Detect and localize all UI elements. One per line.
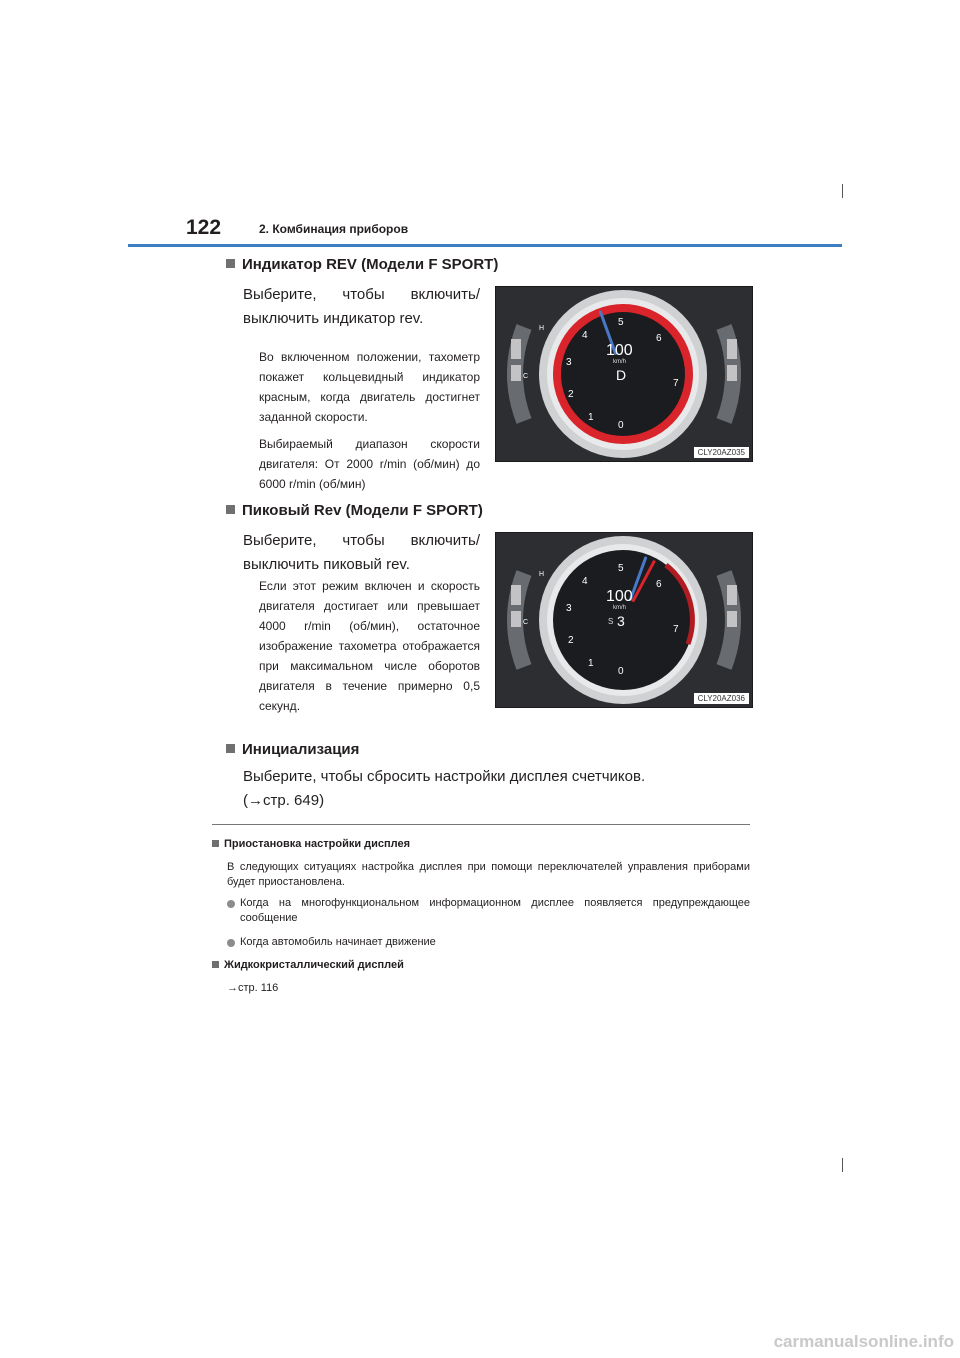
fuel-mark-empty: C bbox=[523, 373, 529, 380]
note-heading-lcd: Жидкокристаллический дисплей bbox=[212, 959, 404, 971]
header-rule bbox=[128, 244, 842, 247]
page-reference: (→стр. 649) bbox=[243, 792, 325, 809]
gauge-tick-2: 2 bbox=[568, 389, 574, 400]
gauge-tick-7: 7 bbox=[673, 624, 679, 635]
crop-mark-top bbox=[842, 184, 843, 198]
gauge-tick-3: 3 bbox=[566, 357, 572, 368]
gauge-tick-7: 7 bbox=[673, 378, 679, 389]
heading-square-icon bbox=[226, 259, 235, 268]
note-text: В следующих ситуациях настройка дисплея при помощи переключателей управления приборами будет приостановлена. bbox=[227, 861, 750, 888]
figure-code: CLY20AZ035 bbox=[694, 447, 749, 458]
gauge-tick-1: 1 bbox=[588, 658, 594, 669]
figure-code: CLY20AZ036 bbox=[694, 693, 749, 704]
bullet-dot-icon bbox=[227, 900, 235, 908]
gauge-tick-6: 6 bbox=[656, 333, 662, 344]
chapter-title: 2. Комбинация приборов bbox=[259, 222, 409, 236]
section-lead-initialization: Выберите, чтобы сбросить настройки дисплея счетчиков. bbox=[243, 768, 646, 785]
gauge-tick-5: 5 bbox=[618, 563, 624, 574]
note-reference: →стр. 116 bbox=[227, 982, 279, 994]
section-heading-initialization: Инициализация bbox=[226, 741, 359, 758]
section-heading-peak-rev: Пиковый Rev (Модели F SPORT) bbox=[226, 502, 483, 519]
fuel-mark-full: H bbox=[539, 325, 545, 332]
gauge-tick-0: 0 bbox=[618, 420, 624, 431]
gauge-tick-5: 5 bbox=[618, 317, 624, 328]
crop-mark-bottom bbox=[842, 1158, 843, 1172]
gauge-unit-label: km/h bbox=[613, 605, 627, 611]
figure-rev-indicator bbox=[495, 286, 753, 462]
section-paragraph: Если этот режим включен и скорость двигателя достигает или превышает 4000 r/min (об/мин), остаточное изображение тахометра отображается при максимальном числе оборотов двигателя в течение примерно 0,5 секунд. bbox=[259, 579, 480, 713]
gauge-gear-indicator: D bbox=[616, 367, 627, 383]
gauge-tick-3: 3 bbox=[566, 603, 572, 614]
watermark: carmanualsonline.info bbox=[773, 1332, 954, 1351]
fuel-mark-empty: C bbox=[523, 619, 529, 626]
gauge-tick-2: 2 bbox=[568, 635, 574, 646]
heading-square-icon bbox=[226, 505, 235, 514]
gauge-speed-readout: 100 bbox=[606, 342, 633, 359]
section-heading-rev-indicator: Индикатор REV (Модели F SPORT) bbox=[226, 256, 498, 273]
section-lead-peak-rev: Выберите, чтобы включить/ выключить пиковый rev. bbox=[243, 532, 480, 573]
gauge-tick-6: 6 bbox=[656, 579, 662, 590]
bullet-dot-icon bbox=[227, 939, 235, 947]
note-heading-suspension: Приостановка настройки дисплея bbox=[212, 838, 410, 850]
gauge-gear-indicator: 3 bbox=[617, 613, 625, 629]
gauge-gear-prefix: S bbox=[608, 617, 614, 626]
section-lead-rev-indicator: Выберите, чтобы включить/ выключить индикатор rev. bbox=[243, 286, 480, 327]
heading-square-icon bbox=[212, 840, 219, 847]
note-bullet: Когда на многофункциональном информационном дисплее появляется предупреждающее сообщение bbox=[240, 897, 750, 924]
section-paragraph: Выбираемый диапазон скорости двигателя: От 2000 r/min (об/мин) до 6000 r/min (об/мин) bbox=[259, 437, 480, 491]
figure-peak-rev bbox=[495, 532, 753, 708]
fuel-mark-full: H bbox=[539, 571, 545, 578]
section-paragraph: Во включенном положении, тахометр покажет кольцевидный индикатор красным, когда двигатель достигнет заданной скорости. bbox=[259, 350, 480, 424]
gauge-tick-0: 0 bbox=[618, 666, 624, 677]
heading-square-icon bbox=[226, 744, 235, 753]
gauge-tick-4: 4 bbox=[582, 330, 588, 341]
heading-square-icon bbox=[212, 961, 219, 968]
gauge-speed-readout: 100 bbox=[606, 588, 633, 605]
gauge-tick-4: 4 bbox=[582, 576, 588, 587]
page-number: 122 bbox=[186, 216, 222, 239]
note-bullet: Когда автомобиль начинает движение bbox=[240, 936, 436, 948]
notes-separator bbox=[212, 824, 750, 825]
gauge-tick-1: 1 bbox=[588, 412, 594, 423]
gauge-unit-label: km/h bbox=[613, 359, 627, 365]
